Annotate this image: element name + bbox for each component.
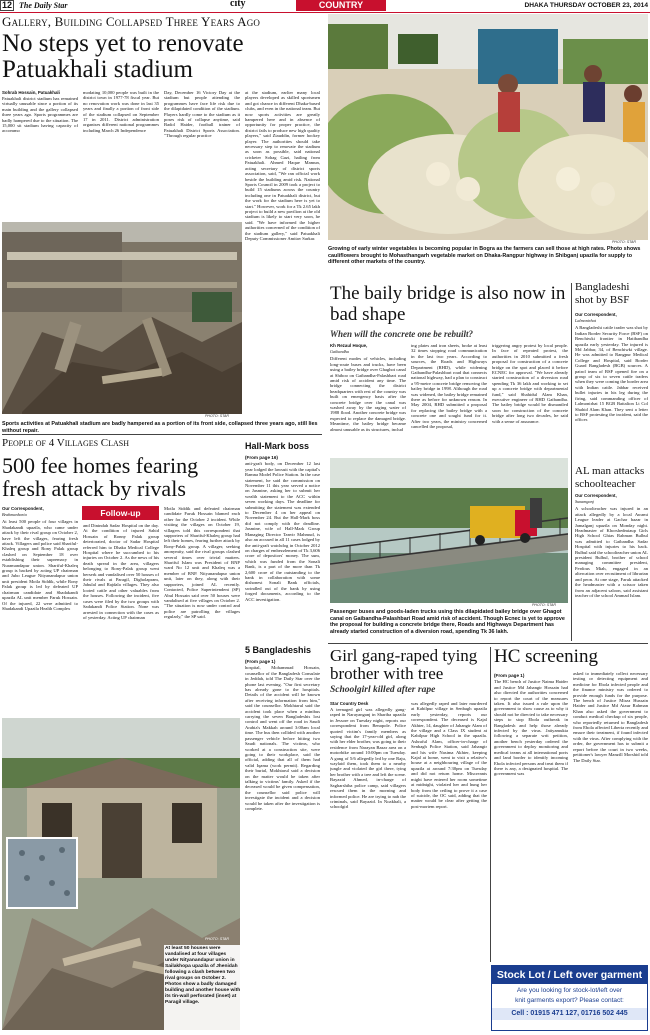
masthead-rule bbox=[0, 12, 650, 13]
stadium-col-2-text: modating 10,000 people was built in the district town in 1977-78 fiscal year. But no renovation work was done in last 35 years and finally a portion of front side of the stadium collapsed on September 17 in 2011. District administration organises different national programmes including March 26 Independence bbox=[83, 90, 159, 133]
bsf-headline: Bangladeshi shot by BSF bbox=[575, 281, 630, 306]
bsf-body bbox=[575, 312, 648, 456]
homes-col-1-text: At least 500 people of four villages in Shadakandi upazila, who came under attack by their rival group on October 2, have left the villages, fearing fresh attack. Villagers and police said Shariful-Khaleq group and Rony Palak group clashed on September 18 over establishing their supremacy in Nuramandapur union. Shariful-Khaleq group is backed by acting UP chairman and Jubo League Nityanandapur union unit president Motla Siddik, while Rony Palak group is led by defeated UP chairman candidate and Shadakandi upazila AL unit member Faruk Hossain. Of the injured, 22 were admitted to Shadakandi Upazila Health Complex bbox=[2, 519, 78, 611]
homes-col-3 bbox=[164, 506, 240, 711]
stadium-col-4-text: at the stadium, earlier many local players developed as skilled sportsmen and got chance in different Dhaka-based clubs, and even in the national team. But now sports activities are greatly hampered here and in absence of opportunity for proper practice, the district fails to produce new high quality players," said Ziauddin, former hockey player. The authorities should take necessary step to renovate the stadium as soon as possible, said national cricketer Sohag Gazi, hailing from Patuakhali. Ahmed Haque Mamun, acting secretary of district sports association, said, "We ran official work beside the building amid risk. National Sports Council in 2009 took a project to build 15 stadiums across the country including one in Patuakhali district, but the work for the stadium here is yet to start." However, work for a Tk 2.65 lakh project to build a new pavilion at the old stadium is likely to start very soon, he said. "We have informed the higher authorities concerned of the condition of the stadium gallery," said Patuakhali Deputy Commissioner Amitav Sarkar. bbox=[245, 90, 320, 241]
stadium-col-3 bbox=[164, 90, 240, 215]
five-bd-contd: (From page 1) bbox=[245, 659, 276, 664]
stadium-col-3-text: Day, December 16 Victory Day at the stadium but people attending the programmes have face life risk due to the dilapidated condition of the stadium. Players hardly come to the stadium as it poses risk of collapse anytime, said Badol Haider, football trainer of Patuakhali District Sports Association. "Through regular practice bbox=[164, 90, 240, 139]
baily-bsf-divider bbox=[571, 283, 572, 641]
alman-headline: AL man attacks schoolteacher bbox=[575, 465, 645, 490]
alman-body-text: A schoolteacher was injured in an attack allegedly by a local Awami League leader at Gachar bazar in Jamalganj upazila on Monday night. Headmaster of Khorshedmiaup Girls High School Ghias Rahman Bulbul was admitted to Gaibandha Sadar Hospital with injuries to his back. Bulbul said the schoolteacher union AL president Bulbul, brother of school managing committee president, Ferdous Miah, engaged in an altercation over recruitment of librarian and peon. At one stage, Faruk attacked the headmaster with a scissor taken from an adjacent saloon, said assistant teacher of the school Ammad Islam. bbox=[575, 506, 648, 598]
girl-col-2 bbox=[411, 701, 487, 1031]
homes-place: Brahmanbaria bbox=[2, 512, 27, 517]
stadium-col-4 bbox=[245, 90, 320, 415]
girl-col-1 bbox=[330, 701, 406, 1031]
girl-headline: Girl gang-raped tying brother with tree bbox=[330, 647, 478, 683]
hallmark-contd: (From page 16) bbox=[245, 455, 278, 460]
alman-place: Sunamganj bbox=[575, 499, 594, 504]
hc-col-2 bbox=[573, 671, 648, 961]
stadium-caption: Sports activities at Patuakhali stadium are badly hampered as a portion of its front side, collapsed three years ago, still lies without repair. bbox=[2, 421, 318, 434]
girl-col-2-text: was allegedly raped and later murdered at Kabilpur village in Senbagh upazila early yesterday, reports our correspondent. The deceased is Kajal Akhter, 14, daughter of Jahangir Alam of the village and a Class IX student at Kabilpur High School in the upazila. Ashraful Alam, officer-in-charge of Senbagh Police Station, said Jahangir and his wife Nasima Akhter, keeping Kajal at home, went to visit a relative's house at a neighbouring village of the upazila at around 7:30pm on Tuesday and did not return home. Miscreants might have entered her room sometime at midnight, violated her and hung her body from the ceiling to prove it a case of suicide, the OC said, adding that the matter would be clear after getting the post-mortem report. bbox=[411, 701, 487, 809]
stadium-byline: Sohrab Hossain, Patuakhali bbox=[2, 90, 60, 95]
baily-subhead: When will the concrete one be rebuilt? bbox=[330, 329, 473, 339]
baily-col-1-text: Different modes of vehicles, including long-route buses and trucks, have been using a bailey bridge over Ghaghot canal at Shiboo on Gaibandha-Palashbari road amid risk of accident any time. The bridge connecting the district headquarters with rest of the country was built on emergency basis after the concrete bridge over the canal was washed away by the raging water of 1988 flood. Another concrete bridge was expected to replace the damaged bridge. Meantime, the bailey bridge became almost unusable as its structures, includ bbox=[330, 356, 406, 432]
baily-photo-credit: PHOTO: STAR bbox=[532, 603, 557, 607]
cauliflower-market-photo bbox=[328, 14, 648, 240]
baily-col-3 bbox=[492, 343, 568, 453]
baily-headline: The baily bridge is also now in bad shape bbox=[330, 283, 566, 325]
dateline: DHAKA THURSDAY OCTOBER 23, 2014 bbox=[524, 2, 648, 9]
paper-name: The Daily Star bbox=[19, 1, 68, 10]
stadium-photo bbox=[2, 222, 242, 414]
girl-col-1-text: A teenaged girl was allegedly gang-raped in Narayanganj in Shariba upazila in Jessore on Tuesday night, reports our correspondent from Benapole. Police quoted victim's family members as saying that the 17-year-old girl, along with her elder brother, was going to their residence from Narayan Bazar area on a motorbike around 10:00pm on Tuesday. A gang of 5/6 allegedly led by one Raju, waylaid them, took them to a nearby jungle and violated the girl there, tying her brother with a tree and left the scene. Bayazid Ahmed, in-charge of Sagharshiba police camp, said villagers rescued them in the morning and informed police. He are trying to nab the criminals, said Bayazid. In Noakhali, a schoolgirl bbox=[330, 707, 406, 810]
homes-col-2 bbox=[83, 523, 159, 711]
city-label: city bbox=[230, 0, 246, 9]
baily-col-3-text: triggering angry protest by local people. In face of repeated protest, the authorities in 2010 submitted a fresh proposal for construction of a concrete bridge on the spot and placed it before ECNEC for approval. "We have already started construction of a diversion road spending Tk 36 lakh and working to set up a concrete bridge with departmental fund," said Shahidul Alam Khan, executive engineer of RHD Gaibandha. The bailey bridge would be dismantled soon for construction of the concrete bridge after long two decades, he said with a sense of assurance. bbox=[492, 343, 568, 424]
page-number: 12 bbox=[1, 0, 12, 10]
hallmark-body-text: anti-graft body, on December 12 last year lodged the lawsuit with the capital's Ramna Model Police Station. In the case statement, he said the commission on November 11 this year served a notice on Jasmine, asking her to submit her wealth statement to the ACC within seven working days. The deadline for submitting the statement was extended to December 4 on her appeal on November 24. But the Hall-Mark boss did not comply with the deadline. Jasmine, wife of Hall-Mark Group Managing Director Tanvir Mahmud, is also an accused in all 11 cases lodged by the anti-graft watchdog in October 2012 on charges of embezzlement of Tk 3,606 crore of depositors' money. The sum, which was funded from the Sonali Bank, is a part of the more than Tk 2,600 crore of the outstanding to the bank in collaboration with some dishonest Sonali Bank officials, swindled out of the bank by using forged documents, according to the ACC investigation. bbox=[245, 461, 320, 602]
baily-photo bbox=[330, 458, 568, 603]
alman-byline: Our Correspondent, bbox=[575, 493, 617, 498]
baily-col-2-text: ing plates and iron sheets, broke at least 32 times stopping road communication in the last two years. According to sources, the Roads and Highways Department (RHD), while widening Gaibandha-Palashbari road that connects national highway, had a plan to construct a 95-metre concrete bridge removing the bailey bridge in 1998. Although the road was widened, the bailey bridge remained there as before for unknown reason. In May 2004, RHD submitted a proposal for replacing the bailey bridge with a concrete one and sought fund for it. After two years, the ministry concerned cancelled the proposal, bbox=[411, 343, 487, 430]
stock-lot-ad bbox=[491, 965, 648, 1031]
followup-badge: Follow-up bbox=[82, 506, 159, 520]
baily-place: Gaibandha bbox=[330, 349, 349, 354]
hc-contd: (From page 1) bbox=[494, 673, 525, 678]
stadium-photo-credit: PHOTO: STAR bbox=[205, 414, 230, 418]
homes-photo-credit: PHOTO: STAR bbox=[205, 937, 230, 941]
homes-top-rule bbox=[2, 434, 322, 435]
stadium-headline: No steps yet to renovate Patuakhali stadium bbox=[2, 31, 244, 83]
stadium-col-1-text: Patuakhali district stadium has remained virtually unusable since a portion of its main building and the gallery collapsed three years ago. Sports programmes are badly hampered due to the situation. The 15,000 sit stadium having capacity of accommo bbox=[2, 96, 78, 134]
alman-body bbox=[575, 493, 648, 638]
stadium-col-1 bbox=[2, 90, 78, 215]
homes-col-2-text: and Dinindah Sadar Hospital on the day. At the condition of injured Sahid Hossain of Ronny Palak group deteriorated, doctor of Sadar Hospital referred him to Dhaka Medical College Hospital where he succumbed to his injuries on October 2. As the news of his death spread in the area, villagers belonging to Rony-Palak group went berserk and vandalised over 50 houses of their rivals at Paragil, Digholapram, Jabulal and Rajdala villages. They also looted cattle and other valuables from the houses. Following the incident, five cases were filed by the two groups with Sadakandi Police Station. None was arrested in connection with the cases as of yesterday. Acting UP chairman bbox=[83, 523, 159, 620]
ad-phone: Cell : 01915 471 127, 01716 502 445 bbox=[492, 1008, 647, 1020]
hallmark-body bbox=[245, 453, 320, 636]
masthead bbox=[0, 0, 650, 12]
girl-subhead: Schoolgirl killed after rape bbox=[330, 685, 436, 695]
stadium-col-2 bbox=[83, 90, 159, 215]
baily-col-2 bbox=[411, 343, 487, 453]
hc-col-1-text: The HC bench of Justice Naima Haider and Justice Md Jahangir Hossain had also directed the authorities concerned to report the court of the measures taken. It also issued a rule upon the government to show cause as to why it should not be directed to take necessary steps to stop Ebola outbreak in Bangladesh and help those already infected by the virus. Jatiyamukta following a separate writ petition, another bench yesterday ordered the government to deploy monitoring and medical teams at all international ports and land border to identify incoming Ebola infected persons and treat them if there is any, a designated hospital. The government was bbox=[494, 679, 568, 777]
ad-line-1: Are you looking for stock-lot/left over bbox=[516, 987, 623, 994]
baily-caption: Passenger buses and goods-laden trucks using this dilapidated bailey bridge over Ghagot canal on Gaibandha-Palashbari Road amid risk of accident. Though Ecnec is yet to approve the proposal for building a concrete bridge there, Roads and Highways Department has already started construction of a diversion road, spending Tk 36 lakh. bbox=[330, 609, 565, 635]
collapsed-stadium-photo bbox=[2, 222, 242, 414]
homes-byline: Our Correspondent, bbox=[2, 506, 44, 511]
hallmark-headline: Hall-Mark boss bbox=[245, 441, 310, 451]
section-label: COUNTRY bbox=[296, 0, 386, 11]
bsf-byline: Our Correspondent, bbox=[575, 312, 617, 317]
vegetables-caption: Growing of early winter vegetables is becoming popular in Bogra as the farmers can sell those at high rates. Photo shows cauliflowers brought to Mohasthangarh vegetable market on Dhaka-Rangpur highway in Shibganj upazila for supply to different other markets of the country. bbox=[328, 246, 641, 266]
five-bd-body-text: hospital, Mohammad Hossain, counsellor of the Bangladesh Consulate in Jeddah, told The Daily Star over the phone last evening. "Our first secretary has already gone to the hospitals. Details of the accident will be known after receiving information from him," said the counsellor. Mokhtarul said the accident took place when a minibus carrying the seven Bangladeshis lost control and went off the road in Saudi Arabia's Makkah around 3:00am local time. The bus then collided with another passenger vehicle before hitting two Saudi nationals. The victims, who worked at a construction site, were going to their workplace, said the official, adding that all of them had valid Iqama (work permit). Regarding their burial, Mokhtarul said a decision on the matter would be taken after talking to victims' family. Asked if the deceased would be given compensation, the counsellor said police will investigate the incident and a decision would be taken after the investigation is complete. bbox=[245, 665, 320, 811]
hc-col-2-text: asked to immediately collect necessary testing or detecting equipment and medicine for Ebola infected people and the finance ministry was ordered to provide enough funds for the purpose. The bench of Justice Mirza Hussain Haider and Justice Md Ataur Rahman Khan also asked the government to conduct medical checkup of six people, who reportedly returned to Bangladesh from Ebola affected Liberia recently and ensure their treatment, if found infected with the virus. After complying with the order, the government has to submit a report before the court in two weeks, petitioner's lawyer Manzill Morshid told The Daily Star. bbox=[573, 671, 648, 763]
lower-right-rule bbox=[328, 643, 648, 644]
vegetables-photo-credit: PHOTO: STAR bbox=[612, 240, 637, 244]
five-bd-headline: 5 Bangladeshis bbox=[245, 645, 312, 655]
bsf-place: Lalmonirhat bbox=[575, 318, 596, 323]
homes-caption: At least 50 houses were vandalised at four villages under Nityanandapur union in Sailakhopa upazila of Jhenidah following a clash between two rival groups on October 2. Photos show a badly damaged building and another house with its tin-wall perforated (inset) at Paragil village. bbox=[164, 945, 242, 1030]
girl-byline: Star Country Desk bbox=[330, 701, 369, 706]
stadium-kicker: Gallery, Building Collapsed Three Years Ago bbox=[2, 14, 261, 29]
vegetables-photo bbox=[328, 14, 648, 240]
baily-col-1 bbox=[330, 343, 406, 453]
hc-col-1 bbox=[494, 671, 568, 961]
ad-line-2: knit garments export? Please contact: bbox=[515, 997, 624, 1004]
homes-col-3-text: Motla Siddik and defeated chairman candidate Faruk Hossain blamed each other for the October 2 incident. While visiting the villages on October 19, villagers told this correspondent that supporters of Shariful-Khaleq group had left their homes, fearing further attack by Rony-Palak group. A villager, seeking anonymity, said the rival groups clashed several times over trivial matters. Shariful Islam was President of BNP ward No 12 unit and Khaleq was a member of BNP. Nityanandapur union unit, later on they, along with their supporters, joined AL recently. Contacted, Police Superintendent (SP) Abul Hossain said over 50 houses were vandalised at five villages on October 2. "The situation is now under control and police are patrolling the villages regularly," the SP said. bbox=[164, 506, 240, 620]
bailey-bridge-photo bbox=[330, 458, 568, 603]
homes-col-1 bbox=[2, 506, 78, 711]
five-bd-body bbox=[245, 657, 320, 1032]
homes-kicker: People of 4 Villages Clash bbox=[2, 437, 130, 449]
girl-hc-divider bbox=[490, 647, 491, 962]
bsf-body-text: A Bangladeshi cattle trader was shot by Indian Border Security Force (BSF) on Benchiwki frontier in Hatibandha upazila early yesterday. The injured is Md Jabbar, 34, of Benchiwki village. He was admitted to Rangpur Medical College and Hospital, said Border Guard Bangladesh (BGB) sources. A patrol team of BSF opened fire on a group of six to seven cattle traders when they were coming the border area with Indian cattle. Jabbar received bullet injuries in his leg during the firing, said commanding officer of Lalmonirhat 15 BGB Battalion Lt Col Shahid Alam Khan. They sent a letter to BSF protesting the incident, said the officer. bbox=[575, 325, 648, 423]
ad-title: Stock Lot / Left over garment bbox=[492, 966, 647, 984]
homes-headline: 500 fee homes fearing fresh attack by rivals bbox=[2, 454, 199, 500]
baily-byline: Kh Rezaul Hoque, bbox=[330, 343, 368, 348]
hc-headline: HC screening bbox=[494, 647, 598, 667]
